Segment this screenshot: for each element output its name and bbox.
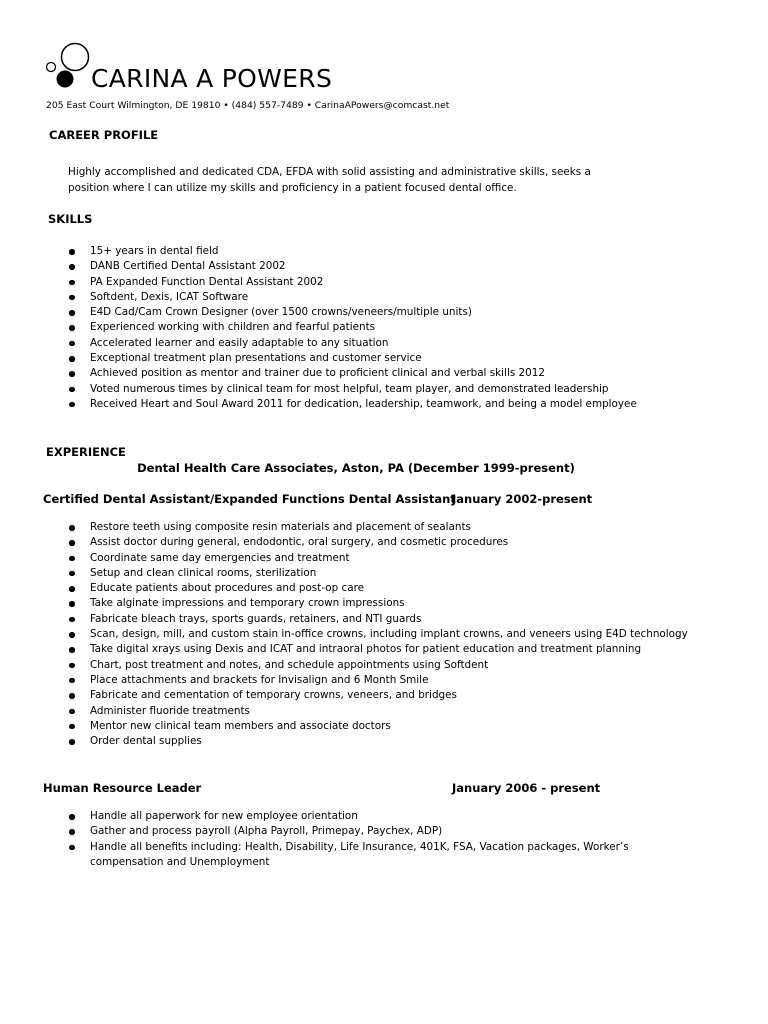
- role-title: Human Resource Leader: [43, 781, 202, 795]
- career-profile-text: [68, 165, 608, 196]
- employer-line: Dental Health Care Associates, Aston, PA (December 1999-present): [137, 461, 575, 475]
- applicant-name: CARINA A POWERS: [91, 64, 333, 93]
- duty-item: Administer fluoride treatments: [69, 704, 688, 719]
- circles-logo: [44, 42, 94, 92]
- duty-item: Educate patients about procedures and post-op care: [69, 581, 688, 596]
- duty-item: Fabricate and cementation of temporary crowns, veneers, and bridges: [69, 688, 688, 703]
- duty-item: Coordinate same day emergencies and treatment: [69, 551, 688, 566]
- skill-item: Exceptional treatment plan presentations and customer service: [69, 351, 637, 366]
- duties-list: [69, 809, 629, 870]
- skill-item: E4D Cad/Cam Crown Designer (over 1500 crowns/veneers/multiple units): [69, 305, 637, 320]
- duty-item: Take digital xrays using Dexis and ICAT and intraoral photos for patient education and treatment planning: [69, 642, 688, 657]
- duty-item: Assist doctor during general, endodontic, oral surgery, and cosmetic procedures: [69, 535, 688, 550]
- duty-item: Handle all paperwork for new employee orientation: [69, 809, 629, 824]
- duty-item: Fabricate bleach trays, sports guards, retainers, and NTI guards: [69, 612, 688, 627]
- skill-item: Accelerated learner and easily adaptable to any situation: [69, 336, 637, 351]
- skill-item: Achieved position as mentor and trainer due to proficient clinical and verbal skills 2012: [69, 366, 637, 381]
- duty-item: Mentor new clinical team members and associate doctors: [69, 719, 688, 734]
- duty-item: Restore teeth using composite resin materials and placement of sealants: [69, 520, 688, 535]
- experience-heading: EXPERIENCE: [46, 445, 126, 459]
- skills-list: [69, 244, 637, 412]
- duty-item: Setup and clean clinical rooms, sterilization: [69, 566, 688, 581]
- role-title: Certified Dental Assistant/Expanded Functions Dental Assistant: [43, 492, 456, 506]
- skill-item: DANB Certified Dental Assistant 2002: [69, 259, 637, 274]
- duty-item: Handle all benefits including: Health, Disability, Life Insurance, 401K, FSA, Vacation packages, Worker’s compensation and Unemployment: [69, 840, 629, 871]
- role-dates: January 2002-present: [452, 492, 593, 506]
- duty-item: Take alginate impressions and temporary crown impressions: [69, 596, 688, 611]
- role-dates: January 2006 - present: [452, 781, 601, 795]
- duty-item: Scan, design, mill, and custom stain in-office crowns, including implant crowns, and veneers using E4D technology: [69, 627, 688, 642]
- skill-item: Softdent, Dexis, ICAT Software: [69, 290, 637, 305]
- duties-list: [69, 520, 688, 749]
- career-profile-line: Highly accomplished and dedicated CDA, EFDA with solid assisting and administrative skills, seeks a: [68, 166, 591, 178]
- skills-heading: SKILLS: [48, 212, 93, 226]
- duty-item: Gather and process payroll (Alpha Payroll, Primepay, Paychex, ADP): [69, 824, 629, 839]
- skill-item: Voted numerous times by clinical team for most helpful, team player, and demonstrated leadership: [69, 382, 637, 397]
- duty-item: Place attachments and brackets for Invisalign and 6 Month Smile: [69, 673, 688, 688]
- career-profile-line: position where I can utilize my skills and proficiency in a patient focused dental office.: [68, 181, 517, 194]
- duty-item: Order dental supplies: [69, 734, 688, 749]
- duty-item: Chart, post treatment and notes, and schedule appointments using Softdent: [69, 658, 688, 673]
- contact-line: 205 East Court Wilmington, DE 19810 • (484) 557-7489 • CarinaAPowers@comcast.net: [46, 100, 450, 111]
- career-profile-heading: CAREER PROFILE: [49, 128, 159, 142]
- skill-item: Received Heart and Soul Award 2011 for dedication, leadership, teamwork, and being a model employee: [69, 397, 637, 412]
- skill-item: PA Expanded Function Dental Assistant 2002: [69, 275, 637, 290]
- skill-item: 15+ years in dental field: [69, 244, 637, 259]
- skill-item: Experienced working with children and fearful patients: [69, 320, 637, 335]
